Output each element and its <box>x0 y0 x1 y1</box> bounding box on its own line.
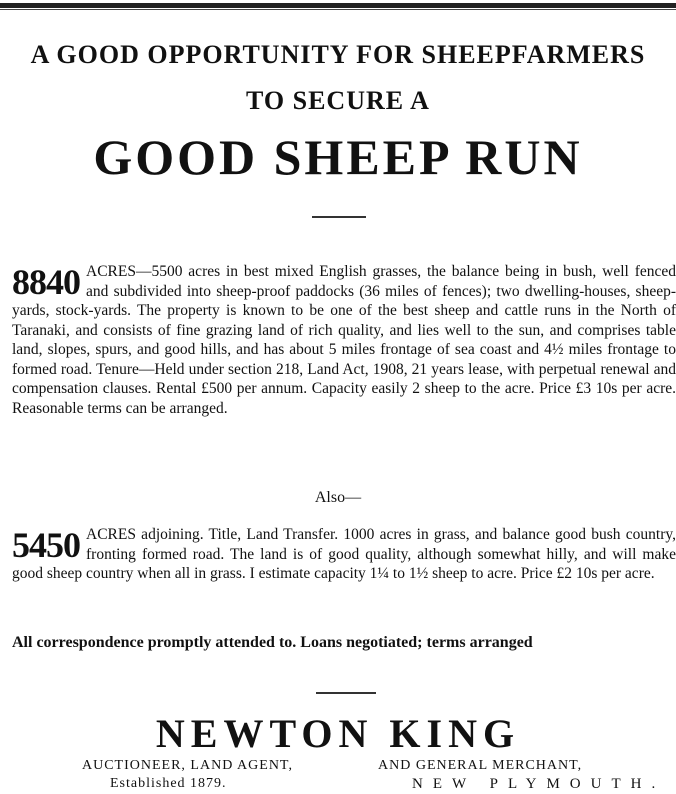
advertiser-established: Established 1879. <box>110 776 227 791</box>
headline-line-1: A GOOD OPPORTUNITY FOR SHEEPFARMERS <box>30 40 646 69</box>
listing-2-acres: 5450 <box>12 525 80 565</box>
top-border-rule-thin <box>0 9 676 10</box>
listing-2 <box>12 525 676 584</box>
advertiser-role-right: AND GENERAL MERCHANT, <box>378 758 583 773</box>
advertiser-name: NEWTON KING <box>155 711 521 756</box>
section-divider <box>312 216 366 218</box>
listing-1-text: ACRES—5500 acres in best mixed English grasses, the balance being in bush, well fenced and subdivided into sheep-proof paddocks (36 miles of fences); two dwelling-houses, sheep-yards, stock-yards. The property is known to be one of the best sheep and cattle runs in the North of Taranaki, and consists of fine grazing land of rich quality, and lies well to the sun, and comprises table land, slopes, spurs, and good hills, and has about 5 miles frontage of sea coast and 4½ miles frontage to formed road. Tenure—Held under section 218, Land Act, 1908, 21 years lease, with perpetual renewal and compensation clauses. Rental £500 per annum. Capacity easily 2 sheep to the acre. Price £3 10s per acre. Reasonable terms can be arranged. <box>12 263 676 417</box>
listing-1-acres: 8840 <box>12 262 80 302</box>
listing-2-text: ACRES adjoining. Title, Land Transfer. 1000 acres in grass, and balance good bush country, fronting formed road. The land is of good quality, although somewhat hilly, and will make good sheep country when all in grass. I estimate capacity 1¼ to 1½ sheep to acre. Price £2 10s per acre. <box>12 526 676 582</box>
footer-divider <box>316 692 376 694</box>
also-heading: Also— <box>314 489 362 506</box>
advertiser-town: NEW PLYMOUTH. <box>412 776 666 792</box>
listing-1 <box>12 262 676 418</box>
headline-line-2: TO SECURE A <box>246 86 430 115</box>
advertiser-role-left: AUCTIONEER, LAND AGENT, <box>82 758 293 773</box>
top-border-rule <box>0 3 676 8</box>
headline-line-3: GOOD SHEEP RUN <box>93 129 583 185</box>
correspondence-note: All correspondence promptly attended to. Loans negotiated; terms arranged <box>12 634 533 651</box>
